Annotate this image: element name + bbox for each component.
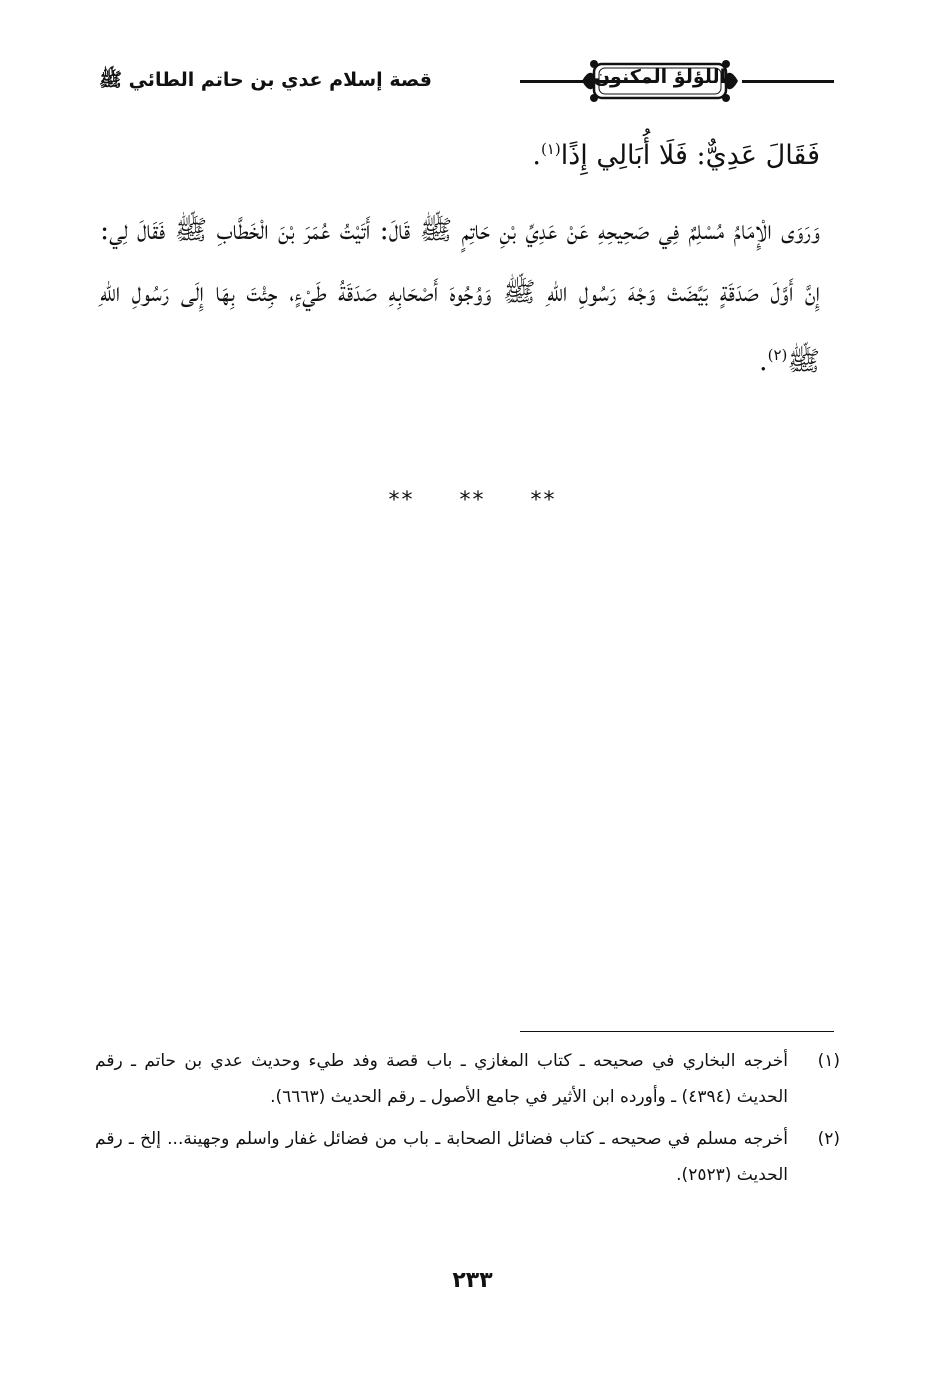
- footnote-text: أخرجه مسلم في صحيحه ـ كتاب فضائل الصحابة ـ باب من فضائل غفار واسلم وجهينة... إلخ ـ رقم الحديث (٢٥٢٣).: [95, 1129, 788, 1185]
- header-rule-right: [742, 80, 834, 83]
- paragraph-2-end: .: [759, 346, 768, 377]
- footnote-number: (٢): [817, 1129, 840, 1149]
- footnote-number: (١): [817, 1051, 840, 1071]
- footnotes: [95, 1043, 840, 1199]
- section-separator: ** ** **: [388, 488, 557, 513]
- footnote-text: أخرجه البخاري في صحيحه ـ كتاب المغازي ـ باب قصة وفد طيء وحديث عدي بن حاتم ـ رقم الحديث (٤٣٩٤) ـ وأورده ابن الأثير في جامع الأصول ـ رقم الحديث (٦٦٦٣).: [95, 1051, 788, 1107]
- footnote-divider: [520, 1031, 834, 1032]
- footnote: [95, 1043, 840, 1115]
- paragraph-1-end: .: [532, 140, 541, 171]
- paragraph-2-text: وَرَوَى الْإِمَامُ مُسْلِمٌ فِي صَحِيحِهِ عَنْ عَدِيِّ بْنِ حَاتِمٍ ﷺ قَالَ: أَتَيْتُ عُمَرَ بْنَ الْخَطَّابِ ﷺ فَقَالَ لِي: إِنَّ أَوَّلَ صَدَقَةٍ بَيَّضَتْ وَجْهَ رَسُولِ اللهِ ﷺ وَوُجُوهَ أَصْحَابِهِ صَدَقَةُ طَيْءٍ، جِئْتَ بِهَا إِلَى رَسُولِ اللهِ ﷺ: [100, 215, 820, 377]
- book-title: اللؤلؤ المكنون: [593, 66, 727, 88]
- paragraph-1: [100, 118, 820, 187]
- header-rule-middle: [520, 80, 656, 83]
- footnote-ref-2: (٢): [767, 346, 788, 364]
- chapter-title: قصة إسلام عدي بن حاتم الطائي ﷺ: [99, 69, 432, 91]
- running-header: [92, 58, 837, 108]
- paragraph-2: [100, 200, 820, 393]
- footnote: [95, 1121, 840, 1193]
- paragraph-1-text: فَقَالَ عَدِيٌّ: فَلَا أُبَالِي إِذًا: [560, 140, 820, 171]
- footnote-ref-1: (١): [540, 140, 561, 158]
- page-number: ٢٣٣: [452, 1268, 493, 1293]
